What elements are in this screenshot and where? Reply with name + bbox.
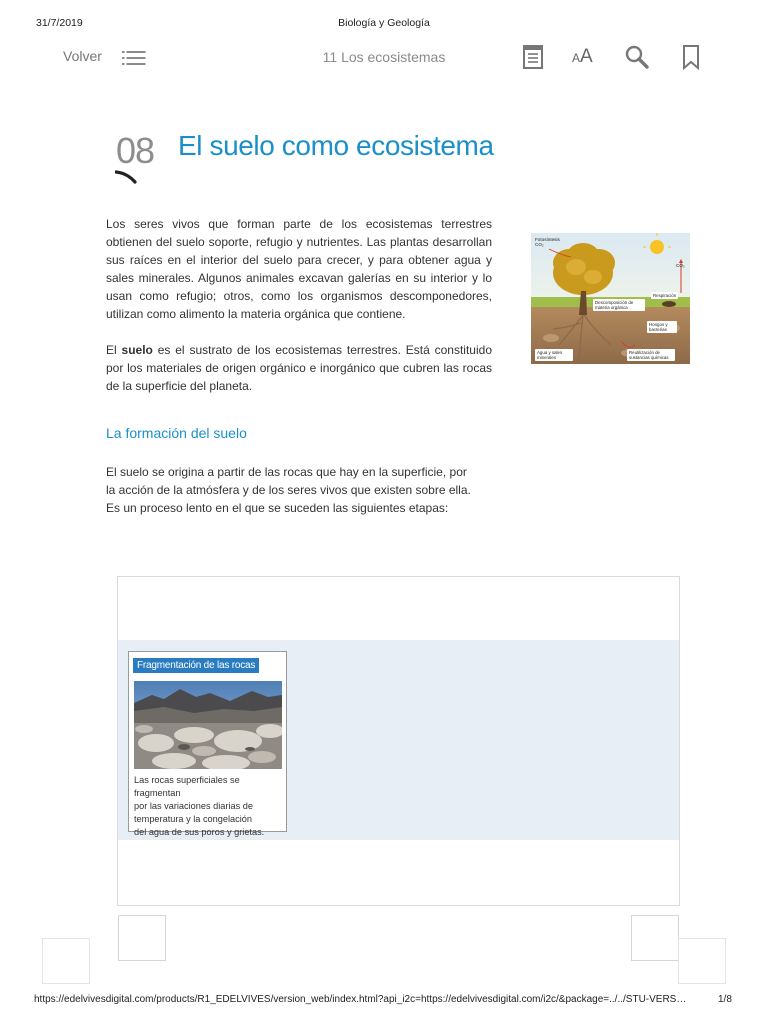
stage-card-line: del agua de sus poros y grietas. [134, 827, 265, 837]
section-title: El suelo como ecosistema [178, 130, 494, 161]
search-icon[interactable] [624, 44, 650, 70]
panel-prev-button[interactable] [118, 915, 166, 961]
section-number-decoration [115, 170, 141, 184]
section-number: 08 [116, 130, 155, 171]
bookmark-icon[interactable] [679, 44, 705, 70]
print-title: Biología y Geología [338, 17, 430, 29]
soil-ecosystem-illustration[interactable] [531, 233, 690, 364]
definition-body: es el sustrato de los ecosistemas terrestres. Está constituido por los materiales de origen orgánico e inorgánico que cubren las rocas de la superficie del planeta. [106, 343, 492, 393]
font-small-label: A [572, 51, 581, 65]
panel-next-button[interactable] [631, 915, 679, 961]
formation-line: El suelo se origina a partir de las rocas que hay en la superficie, por [106, 465, 467, 479]
page-next-button[interactable] [678, 938, 726, 984]
stage-card-fragmentation[interactable] [128, 651, 287, 837]
print-page-number: 1/8 [718, 994, 732, 1005]
definition-paragraph [106, 341, 492, 395]
label-decomposition: Descomposición de materia orgánica [593, 299, 645, 311]
label-respiration: Respiración [653, 293, 677, 298]
label-chemical-reuse: Reutilización de sustancias químicas [627, 349, 675, 361]
formation-paragraph [106, 463, 486, 517]
definition-lead: El [106, 343, 122, 357]
page-prev-button[interactable] [42, 938, 90, 984]
list-icon[interactable] [122, 50, 146, 66]
stage-card-title: Fragmentación de las rocas [133, 658, 259, 673]
font-large-label: A [580, 46, 593, 67]
label-water-minerals: Agua y sales minerales [535, 349, 573, 361]
rock-fragmentation-photo [134, 681, 282, 769]
document-icon[interactable] [520, 44, 546, 70]
chapter-title: 11 Los ecosistemas [322, 49, 446, 65]
stage-card-description [134, 774, 284, 839]
print-url: https://edelvivesdigital.com/products/R1_EDELVIVES/version_web/index.html?api_i2c=https://edelvivesdigital.com/i2c/&package=../../STU-VERS… [34, 994, 687, 1005]
label-photosynthesis: Fotosíntesis CO₂ [535, 237, 560, 247]
intro-paragraph: Los seres vivos que forman parte de los ecosistemas terrestres obtienen del suelo soporte, refugio y nutrientes. Las plantas desarrollan sus raíces en el interior del suelo para crecer, y para obtener agua y sales minerales. Algunos animales excavan galerías en su interior y lo usan como refugio; otros, como los organismos descomponedores, utilizan como alimento la materia orgánica que contiene. [106, 217, 492, 321]
font-size-icon[interactable] [572, 46, 600, 72]
stage-card-line: por las variaciones diarias de [134, 801, 253, 811]
definition-term: suelo [121, 343, 153, 357]
label-fungi-bacteria: Hongos y bacterias [647, 321, 677, 333]
stage-card-line: Las rocas superficiales se fragmentan [134, 775, 240, 798]
formation-line: Es un proceso lento en el que se suceden las siguientes etapas: [106, 501, 449, 515]
subheading-soil-formation: La formación del suelo [106, 425, 247, 441]
stage-card-line: temperatura y la congelación [134, 814, 252, 824]
back-button[interactable]: Volver [63, 48, 102, 64]
label-co2-right: CO₂ [676, 263, 685, 268]
formation-line: la acción de la atmósfera y de los seres vivos que existen sobre ella. [106, 483, 471, 497]
print-date: 31/7/2019 [36, 17, 83, 29]
